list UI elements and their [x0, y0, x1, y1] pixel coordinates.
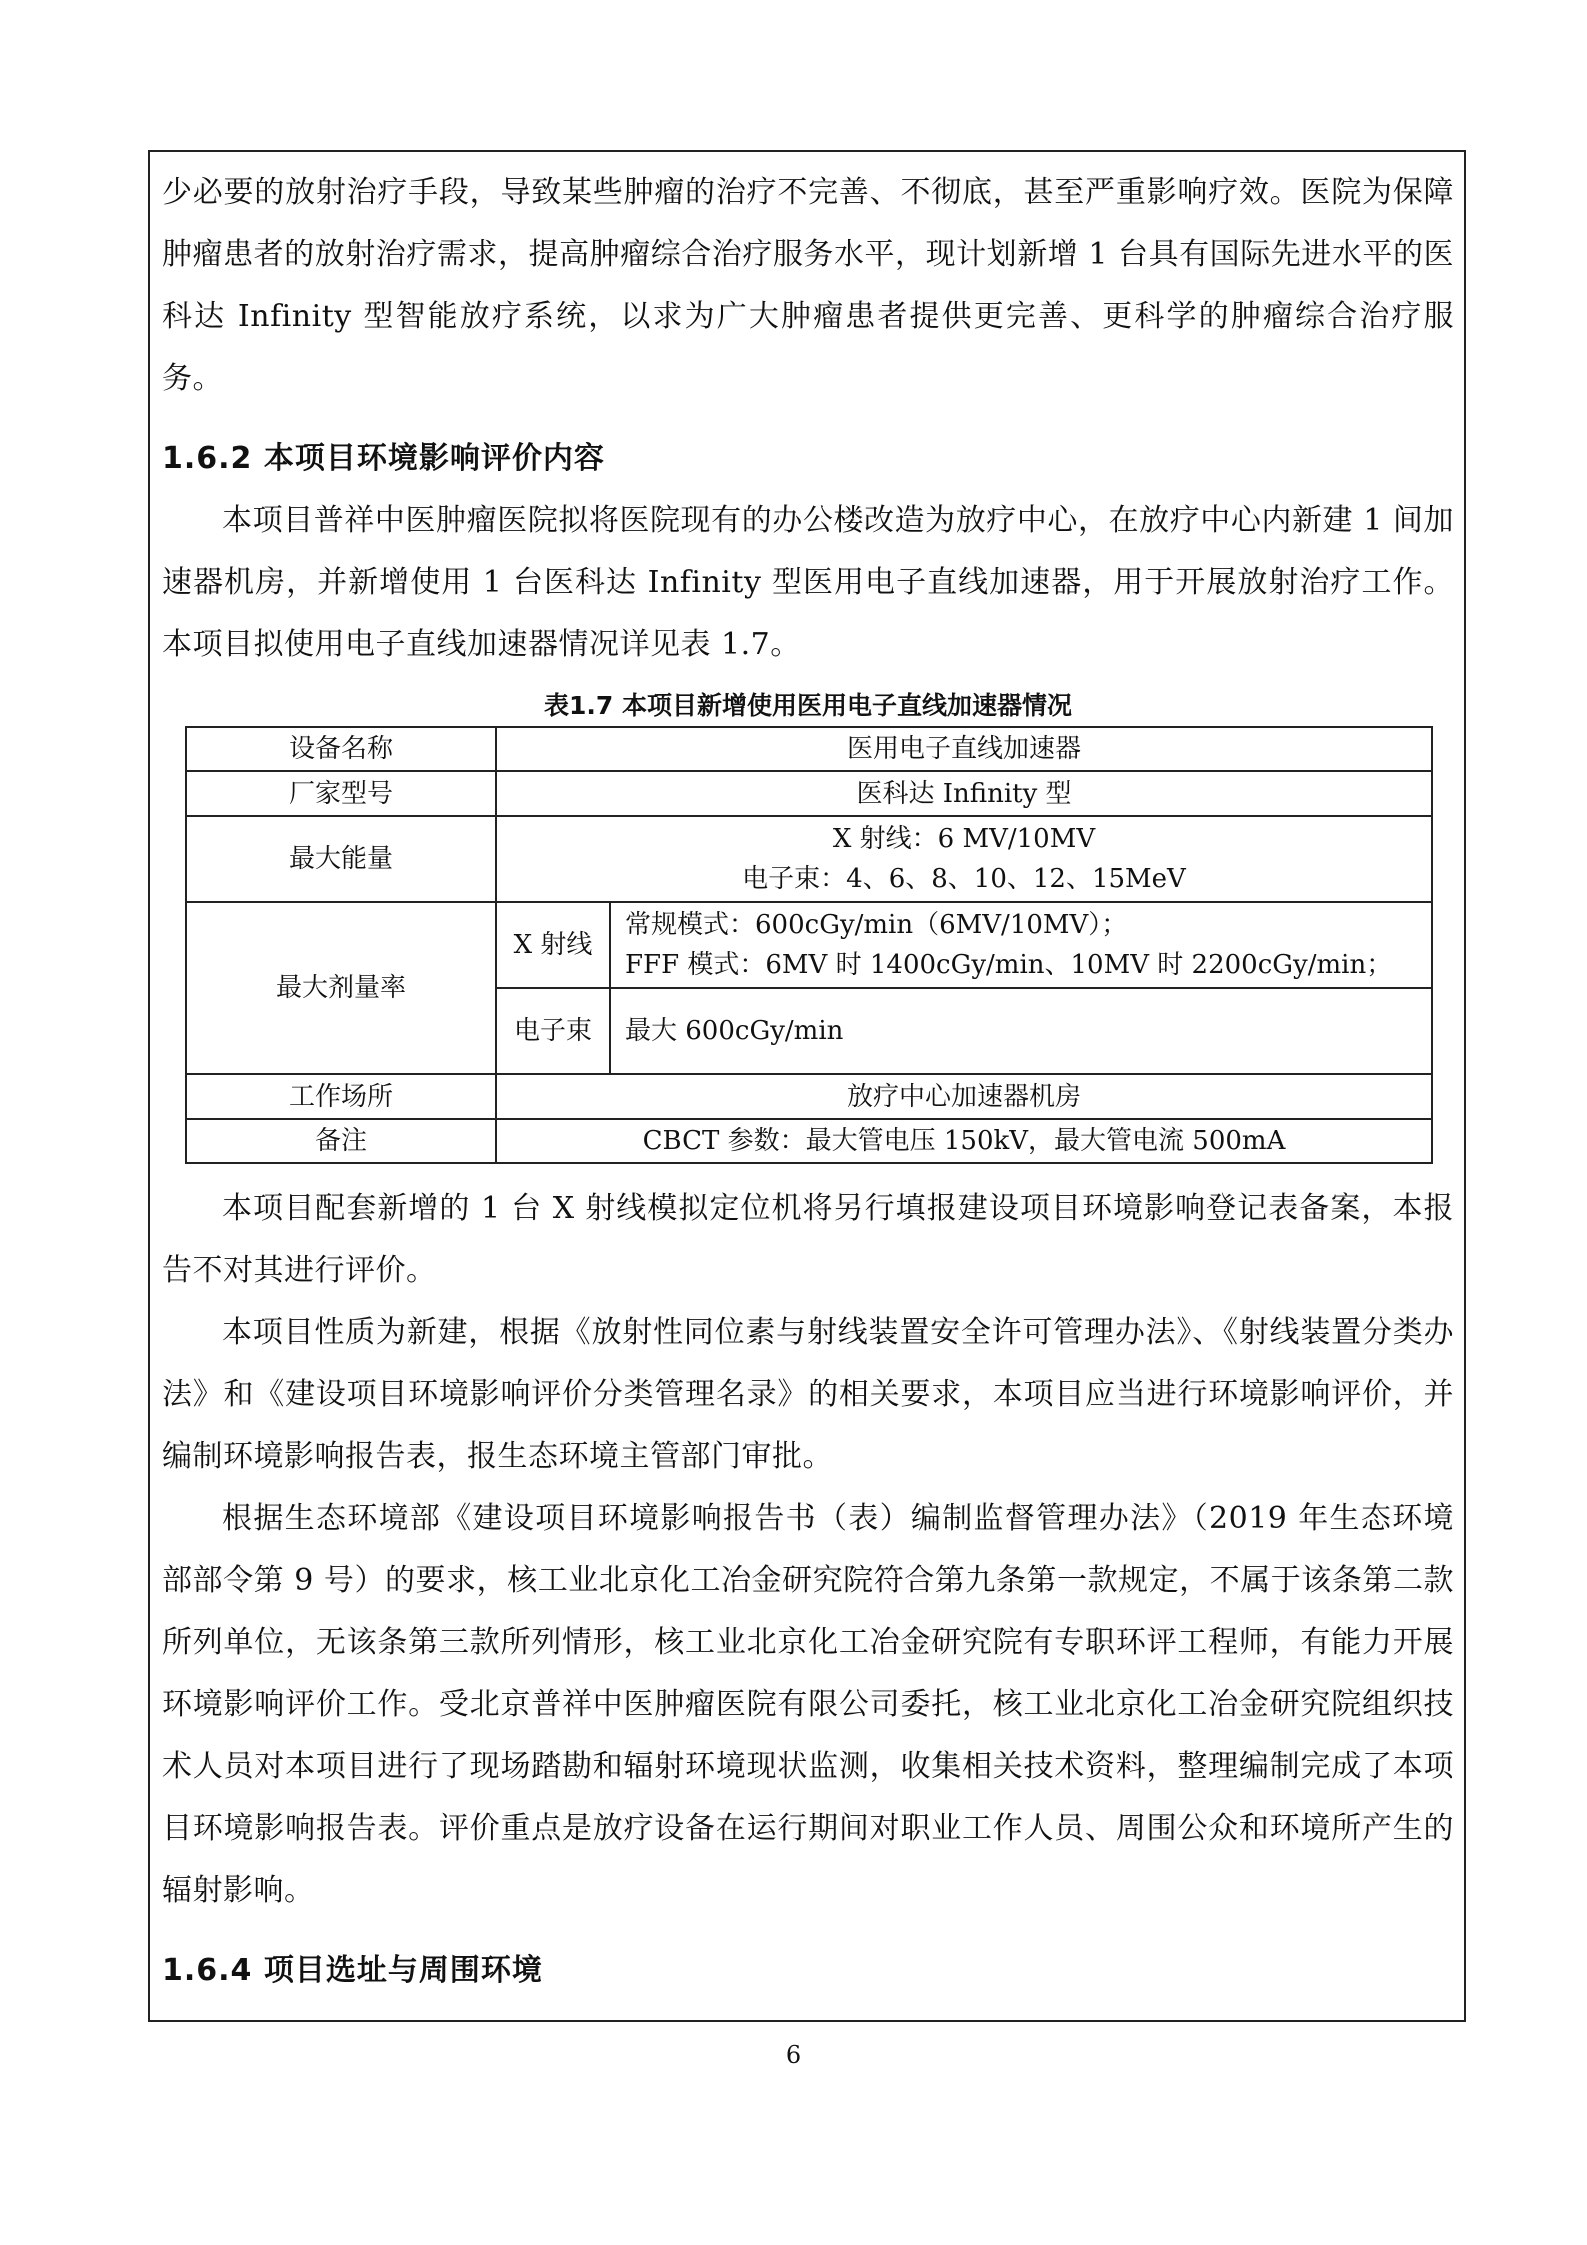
- xray-fff-mode: FFF 模式：6MV 时 1400cGy/min、10MV 时 2200cGy/min；: [625, 950, 1393, 980]
- paragraph-regulation-basis: 根据生态环境部《建设项目环境影响报告书（表）编制监督管理办法》（2019 年生态环境部部令第 9 号）的要求，核工业北京化工冶金研究院符合第九条第一款规定，不属于该条第二款所列单位，无该条第三款所列情形，核工业北京化工冶金研究院有专职环评工程师，有能力开展环境影响评价工作。受北京普祥中医肿瘤医院有限公司委托，核工业北京化工冶金研究院组织技术人员对本项目进行了现场踏勘和辐射环境现状监测，收集相关技术资料，整理编制完成了本项目环境影响报告表。评价重点是放疗设备在运行期间对职业工作人员、周围公众和环境所产生的辐射影响。: [162, 1501, 1454, 1908]
- max-energy-electron: 电子束：4、6、8、10、12、15MeV: [742, 864, 1186, 894]
- section-heading-1-6-4: 1.6.4 项目选址与周围环境: [162, 1953, 543, 1988]
- cell-note-label: 备注: [186, 1119, 496, 1163]
- table-caption: 表1.7 本项目新增使用医用电子直线加速器情况: [544, 691, 1072, 720]
- table-row: [186, 1119, 1432, 1163]
- cell-electron-value: 最大 600cGy/min: [610, 988, 1432, 1074]
- cell-model-value: 医科达 Infinity 型: [496, 771, 1432, 816]
- paragraph-assessment-content: 本项目普祥中医肿瘤医院拟将医院现有的办公楼改造为放疗中心，在放疗中心内新建 1 间加速器机房，并新增使用 1 台医科达 Infinity 型医用电子直线加速器，用于开展放射治疗工作。本项目拟使用电子直线加速器情况详见表 1.7。: [162, 503, 1454, 662]
- cell-model-label: 厂家型号: [186, 771, 496, 816]
- cell-workplace-label: 工作场所: [186, 1074, 496, 1119]
- table-row: [186, 1074, 1432, 1119]
- cell-electron-label: 电子束: [496, 988, 610, 1074]
- table-row: [186, 816, 1432, 902]
- paragraph-project-nature: 本项目性质为新建，根据《放射性同位素与射线装置安全许可管理办法》、《射线装置分类办法》和《建设项目环境影响评价分类管理名录》的相关要求，本项目应当进行环境影响评价，并编制环境影响报告表，报生态环境主管部门审批。: [162, 1315, 1454, 1474]
- page-frame: [148, 150, 1466, 2022]
- cell-note-value: CBCT 参数：最大管电压 150kV，最大管电流 500mA: [496, 1119, 1432, 1163]
- table-row: [186, 902, 1432, 988]
- cell-xray-value: [610, 902, 1432, 988]
- max-energy-xray: X 射线：6 MV/10MV: [832, 824, 1096, 854]
- cell-device-name-label: 设备名称: [186, 727, 496, 771]
- xray-normal-mode: 常规模式：600cGy/min（6MV/10MV）；: [625, 910, 1128, 940]
- cell-xray-label: X 射线: [496, 902, 610, 988]
- cell-max-dose-label: 最大剂量率: [186, 902, 496, 1074]
- page-number: 6: [785, 2041, 802, 2069]
- table-row: [186, 771, 1432, 816]
- paragraph-simulator-note: 本项目配套新增的 1 台 X 射线模拟定位机将另行填报建设项目环境影响登记表备案，本报告不对其进行评价。: [162, 1191, 1454, 1288]
- cell-max-energy-label: 最大能量: [186, 816, 496, 902]
- cell-max-energy-value: [496, 816, 1432, 902]
- table-row: [186, 727, 1432, 771]
- section-heading-1-6-2: 1.6.2 本项目环境影响评价内容: [162, 441, 605, 476]
- cell-device-name-value: 医用电子直线加速器: [496, 727, 1432, 771]
- accelerator-spec-table: [185, 726, 1433, 1164]
- page-content: [162, 162, 1454, 2002]
- paragraph-intro-continuation: 少必要的放射治疗手段，导致某些肿瘤的治疗不完善、不彻底，甚至严重影响疗效。医院为保障肿瘤患者的放射治疗需求，提高肿瘤综合治疗服务水平，现计划新增 1 台具有国际先进水平的医科达 Infinity 型智能放疗系统，以求为广大肿瘤患者提供更完善、更科学的肿瘤综合治疗服务。: [162, 175, 1454, 396]
- cell-workplace-value: 放疗中心加速器机房: [496, 1074, 1432, 1119]
